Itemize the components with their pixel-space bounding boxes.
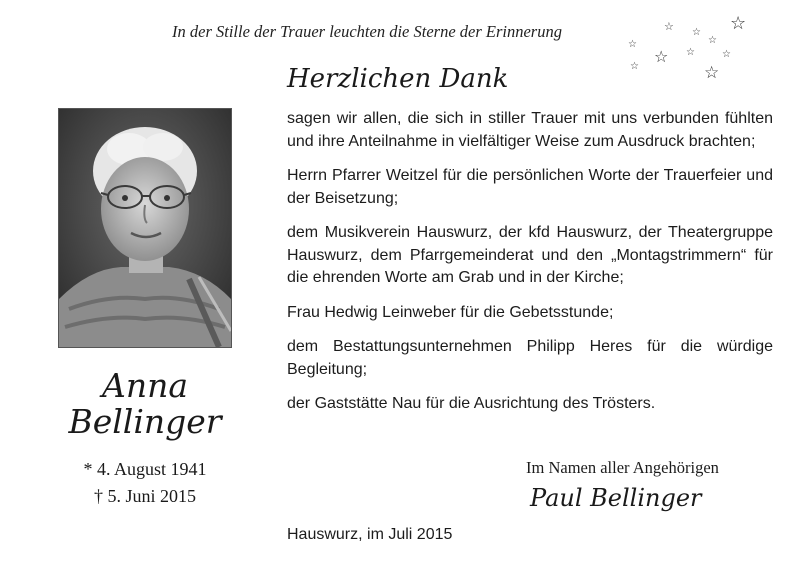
thanks-text — [287, 108, 773, 428]
paragraph: der Gaststätte Nau für die Ausrichtung des Trösters. — [287, 395, 656, 412]
first-name: Anna — [101, 366, 188, 405]
birth-date: * 4. August 1941 — [83, 459, 207, 479]
star-icon: ☆ — [708, 35, 717, 46]
motto-line: In der Stille der Trauer leuchten die Sterne der Erinnerung — [172, 22, 562, 41]
star-icon: ☆ — [704, 63, 720, 82]
portrait-photo — [58, 108, 232, 348]
star-icon: ☆ — [730, 13, 747, 33]
star-icon: ☆ — [664, 21, 674, 33]
star-icon: ☆ — [692, 27, 701, 38]
stars-decoration — [620, 10, 760, 85]
place-date: Hauswurz, im Juli 2015 — [287, 526, 453, 543]
star-icon: ☆ — [654, 49, 669, 66]
last-name: Bellinger — [68, 402, 222, 441]
signature: Paul Bellinger — [530, 484, 702, 512]
page-title: Herzlichen Dank — [287, 64, 509, 94]
death-date: † 5. Juni 2015 — [93, 486, 196, 506]
star-icon: ☆ — [722, 49, 731, 60]
portrait-illustration — [59, 109, 231, 347]
deceased-name — [58, 368, 232, 440]
star-icon: ☆ — [628, 39, 637, 50]
star-icon: ☆ — [686, 47, 695, 58]
life-dates — [58, 456, 232, 510]
paragraph: Herrn Pfarrer Weitzel für die persönlichen Worte der Trauerfeier und der Beisetzung; — [287, 167, 773, 207]
star-icon: ☆ — [630, 61, 639, 72]
paragraph: dem Musikverein Hauswurz, der kfd Hauswurz, der Theatergruppe Hauswurz, dem Pfarrgemeinderat und den „Montagstrimmern“ für die ehrenden Worte am Grab und in der Kirche; — [287, 224, 773, 286]
paragraph: sagen wir allen, die sich in stiller Trauer mit uns verbunden fühlten und ihre Anteilnahme in vielfältiger Weise zum Ausdruck brachten; — [287, 110, 773, 150]
paragraph: Frau Hedwig Leinweber für die Gebetsstunde; — [287, 303, 614, 321]
paragraph: dem Bestattungsunternehmen Philipp Heres für die würdige Begleitung; — [287, 338, 773, 378]
signoff-line: Im Namen aller Angehörigen — [526, 458, 719, 477]
